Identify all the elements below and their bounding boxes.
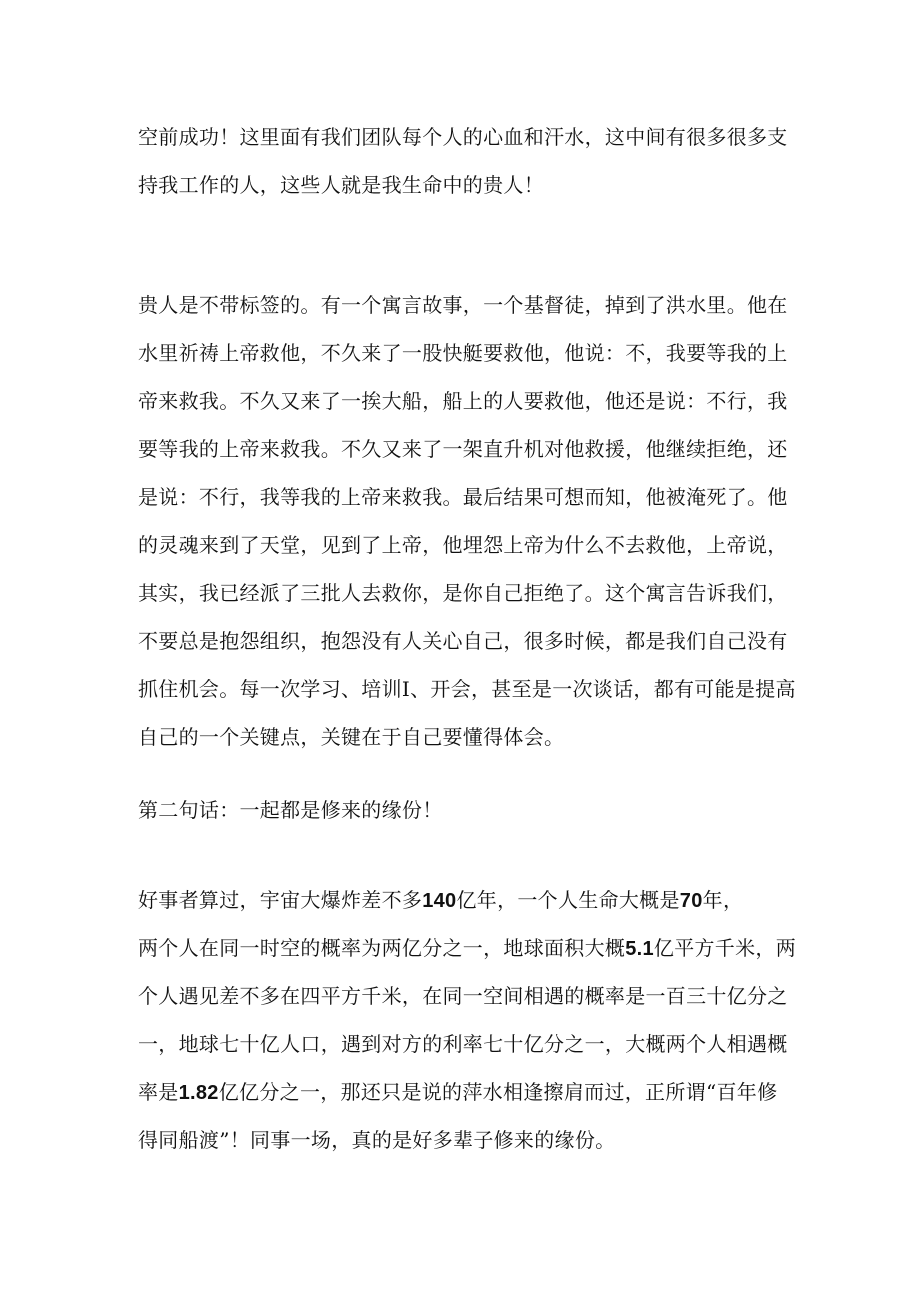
text-line: 贵人是不带标签的。有一个寓言故事，一个基督徒，掉到了洪水里。他在 <box>138 293 788 317</box>
text-run: 亿年，一个人生命大概是 <box>456 888 680 912</box>
number-value: 70 <box>679 890 703 912</box>
text-line <box>138 876 788 924</box>
number-value: 1.82 <box>178 1082 219 1104</box>
text-line: 水里祈祷上帝救他，不久来了一股快艇要救他，他说：不，我要等我的上 <box>138 341 788 365</box>
text-line: 空前成功！这里面有我们团队每个人的心血和汗水，这中间有很多很多支 <box>138 125 788 149</box>
section-heading <box>138 786 788 834</box>
text-line: 帝来救我。不久又来了一挨大船，船上的人要救他，他还是说：不行，我 <box>138 389 788 413</box>
text-line <box>138 924 797 972</box>
text-line: 一，地球七十亿人口，遇到对方的利率七十亿分之一，大概两个人相遇概 <box>138 1032 788 1056</box>
number-value: 5.1 <box>625 938 654 960</box>
text-run: 好事者算过，宇宙大爆炸差不多 <box>138 888 423 912</box>
number-value: 140 <box>422 890 457 912</box>
text-line: 的灵魂来到了天堂，见到了上帝，他埋怨上帝为什么不去救他，上帝说， <box>138 533 788 557</box>
text-run: 亿平方千米，两 <box>653 936 797 960</box>
text-run: 两个人在同一时空的概率为两亿分之一，地球面积大概 <box>138 936 626 960</box>
text-run: 年， <box>702 888 744 912</box>
heading-text: 第二句话：一起都是修来的缘份！ <box>138 798 443 822</box>
text-line: 抓住机会。每一次学习、培训I、开会，甚至是一次谈话，都有可能是提高 <box>138 677 796 701</box>
text-line: 个人遇见差不多在四平方千米，在同一空间相遇的概率是一百三十亿分之 <box>138 984 788 1008</box>
text-run: 率是 <box>138 1080 179 1104</box>
text-run: 亿亿分之一，那还只是说的萍水相逢擦肩而过，正所谓“百年修 <box>218 1080 778 1104</box>
text-line: 不要总是抱怨组织，抱怨没有人关心自己，很多时候，都是我们自己没有 <box>138 629 788 653</box>
text-line: 得同船渡”！同事一场，真的是好多辈子修来的缘份。 <box>138 1128 616 1152</box>
text-line: 自己的一个关键点，关键在于自己要懂得体会。 <box>138 725 565 749</box>
text-line <box>138 1068 788 1116</box>
text-line: 持我工作的人，这些人就是我生命中的贵人！ <box>138 173 544 197</box>
text-line: 要等我的上帝来救我。不久又来了一架直升机对他救援，他继续拒绝，还 <box>138 437 788 461</box>
text-line: 其实，我已经派了三批人去救你，是你自己拒绝了。这个寓言告诉我们， <box>138 581 788 605</box>
paragraph-parable <box>138 281 796 761</box>
text-line: 是说：不行，我等我的上帝来救我。最后结果可想而知，他被淹死了。他 <box>138 485 788 509</box>
paragraph-success <box>138 113 788 209</box>
paragraph-probability <box>138 876 797 1164</box>
